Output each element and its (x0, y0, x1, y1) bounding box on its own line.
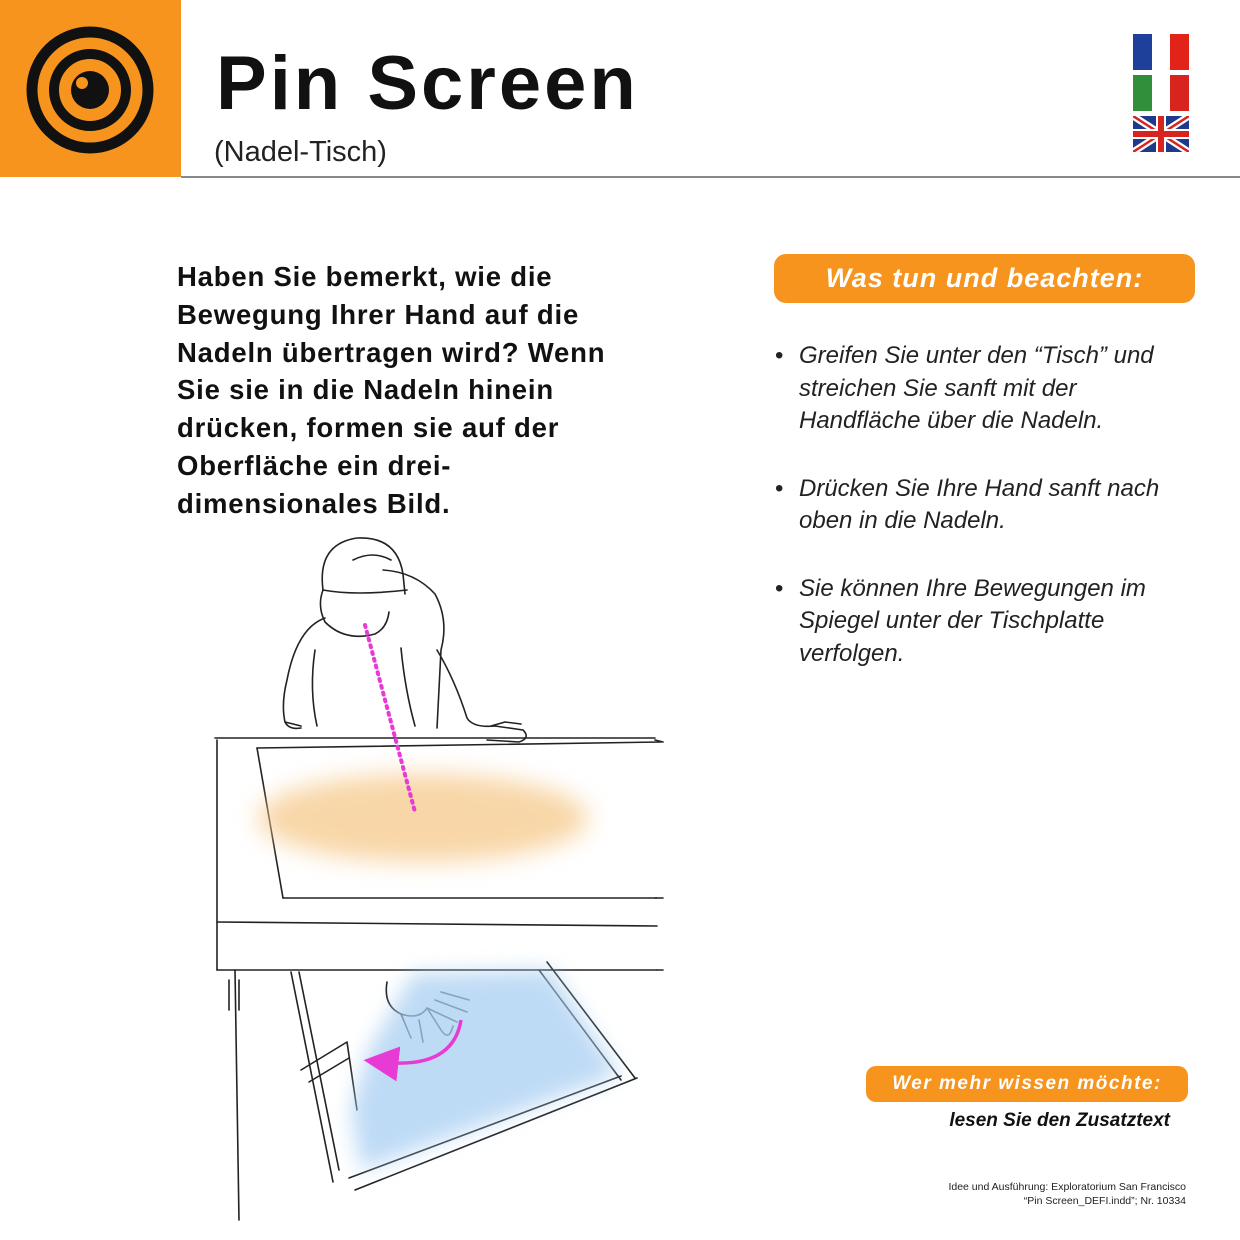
credits (948, 1180, 1186, 1208)
french-flag-icon[interactable] (1133, 34, 1189, 70)
instruction-list (775, 340, 1195, 705)
header-divider (181, 176, 1240, 178)
more-info-text: lesen Sie den Zusatztext (949, 1110, 1170, 1131)
instructions-heading: Was tun und beachten: (774, 254, 1195, 303)
uk-flag-icon[interactable] (1133, 116, 1189, 152)
instruction-item: • Drücken Sie Ihre Hand sanft nach oben in die Nadeln. (775, 473, 1195, 538)
instruction-item: • Greifen Sie unter den “Tisch” und streichen Sie sanft mit der Handfläche über die Nadeln. (775, 340, 1195, 438)
page-subtitle: (Nadel-Tisch) (214, 136, 387, 168)
italian-flag-icon[interactable] (1133, 75, 1189, 111)
credits-line: Idee und Ausführung: Exploratorium San Francisco (948, 1181, 1186, 1193)
intro-text: Haben Sie bemerkt, wie die Bewegung Ihrer Hand auf die Nadeln übertragen wird? Wenn Sie sie in die Nadeln hinein drücken, formen sie auf der Oberfläche ein drei-dimensionales Bild. (177, 261, 606, 519)
instruction-item: • Sie können Ihre Bewegungen im Spiegel unter der Tischplatte verfolgen. (775, 573, 1195, 671)
credits-line: “Pin Screen_DEFI.indd”; Nr. 10334 (1023, 1195, 1186, 1207)
language-selector (1133, 34, 1189, 157)
more-info-heading[interactable]: Wer mehr wissen möchte: (866, 1066, 1188, 1102)
logo-panel (0, 0, 181, 177)
eye-target-icon (24, 24, 156, 156)
pin-screen-illustration (205, 530, 665, 1225)
page-title: Pin Screen (216, 41, 639, 126)
